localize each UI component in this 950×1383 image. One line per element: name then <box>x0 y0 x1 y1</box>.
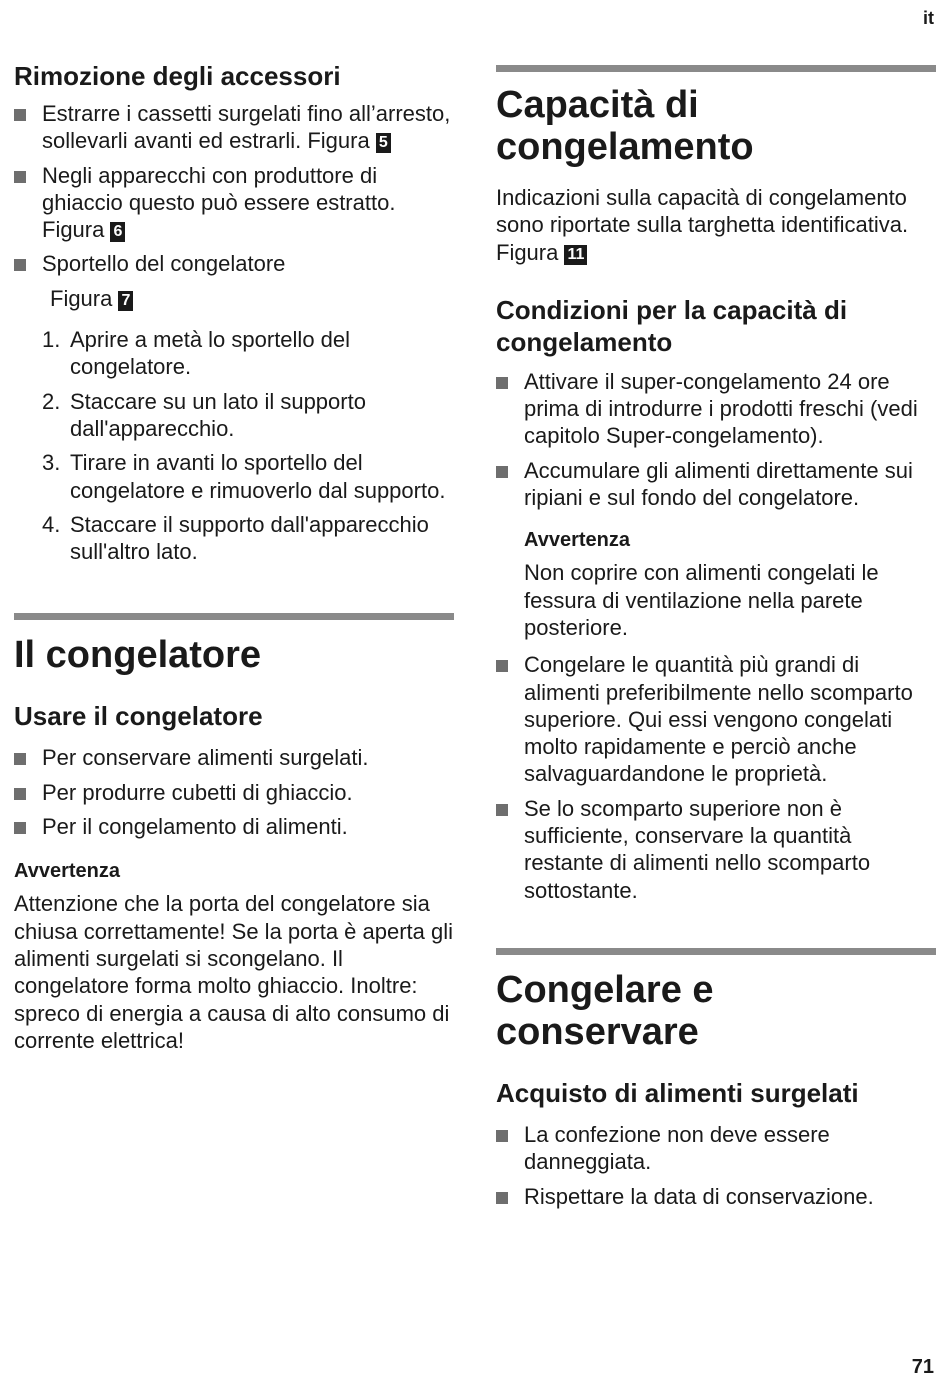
list-item <box>14 779 454 806</box>
removal-bullet-list <box>14 100 454 278</box>
bullet-text: Accumulare gli alimenti direttamente sui ripiani e sul fondo del congelatore. <box>524 457 913 511</box>
conditions-heading: Condizioni per la capacità di congelamento <box>496 294 848 357</box>
list-item <box>496 1183 936 1210</box>
list-item <box>496 457 936 512</box>
step-text: Staccare su un lato il supporto dall'apparecchio. <box>70 388 366 441</box>
step-item <box>14 388 454 443</box>
capacity-heading: Capacità di congelamento <box>496 84 754 168</box>
bullet-text: Estrarre i cassetti surgelati fino all’arresto, sollevarli avanti ed estrarli. Figura <box>42 101 451 154</box>
bullet-square-icon <box>496 377 508 389</box>
capacity-intro <box>496 184 936 266</box>
use-freezer-heading: Usare il congelatore <box>14 701 263 732</box>
right-column <box>496 0 936 1217</box>
bullet-square-icon <box>14 788 26 800</box>
capacity-more-bullets <box>496 651 936 904</box>
bullet-square-icon <box>14 171 26 183</box>
bullet-text: Rispettare la data di conservazione. <box>524 1183 874 1209</box>
list-item <box>496 368 936 450</box>
freezer-heading: Il congelatore <box>14 634 262 677</box>
bullet-square-icon <box>496 1130 508 1142</box>
list-item <box>14 100 454 155</box>
list-item <box>14 744 454 771</box>
step-number: 1. <box>42 327 61 353</box>
section-divider <box>496 65 936 72</box>
bullet-text: Per produrre cubetti di ghiaccio. <box>42 779 353 805</box>
figure-ref: 7 <box>118 291 133 311</box>
purchase-bullets <box>496 1121 936 1210</box>
list-item <box>496 795 936 904</box>
bullet-square-icon <box>496 466 508 478</box>
section-divider <box>496 948 936 955</box>
bullet-text: Negli apparecchi con produttore di ghiaccio questo può essere estratto. Figura <box>42 162 396 243</box>
list-item <box>14 250 454 277</box>
removal-steps <box>14 326 454 565</box>
note-heading: Avvertenza <box>14 860 120 883</box>
page-number: 71 <box>911 1356 934 1378</box>
step-item <box>14 511 454 566</box>
note-text: Attenzione che la porta del congelatore sia chiusa correttamente! Se la porta è aperta gli alimenti surgelati si scongelano. Il congelatore forma molto ghiaccio. Inoltre: spreco di energia a causa di alto consumo di corrente elettrica! <box>14 891 454 1053</box>
step-number: 4. <box>42 511 61 537</box>
storing-heading: Congelare e conservare <box>496 968 714 1053</box>
capacity-intro-text: Indicazioni sulla capacità di congelamento sono riportate sulla targhetta identificativa. Figura <box>496 185 909 265</box>
use-freezer-bullets <box>14 744 454 840</box>
figure-line-text: Figura <box>50 285 113 311</box>
section-divider <box>14 613 454 620</box>
step-text: Staccare il supporto dall'apparecchio sull'altro lato. <box>70 511 429 565</box>
step-text: Tirare in avanti lo sportello del congelatore e rimuoverlo dal supporto. <box>70 450 446 503</box>
conditions-bullets <box>496 368 936 511</box>
step-item <box>14 326 454 381</box>
bullet-square-icon <box>14 822 26 834</box>
left-column <box>14 0 454 1054</box>
language-label: it <box>923 8 934 28</box>
note-block <box>496 527 936 641</box>
bullet-text: Se lo scomparto superiore non è sufficiente, conservare la quantità restante di alimenti nello scomparto sottostante. <box>524 795 871 903</box>
bullet-text: Congelare le quantità più grandi di alimenti preferibilmente nello scomparto superiore. Qui essi vengono congelati molto rapidamente e perciò anche salvaguardandone le proprietà. <box>524 652 913 787</box>
note-heading: Avvertenza <box>524 529 630 552</box>
bullet-text: Per conservare alimenti surgelati. <box>42 745 369 771</box>
bullet-square-icon <box>496 1192 508 1204</box>
bullet-square-icon <box>14 753 26 765</box>
step-item <box>14 449 454 504</box>
bullet-text: Sportello del congelatore <box>42 251 286 277</box>
figure-line <box>14 285 454 312</box>
note-text: Non coprire con alimenti congelati le fessura di ventilazione nella parete posteriore. <box>524 560 879 640</box>
bullet-text: Attivare il super-congelamento 24 ore prima di introdurre i prodotti freschi (vedi capitolo Super-congelamento). <box>524 368 918 449</box>
bullet-square-icon <box>14 109 26 121</box>
step-number: 3. <box>42 450 61 476</box>
list-item <box>14 813 454 840</box>
bullet-square-icon <box>14 259 26 271</box>
figure-ref: 5 <box>376 133 391 153</box>
bullet-square-icon <box>496 660 508 672</box>
removal-heading: Rimozione degli accessori <box>14 61 341 91</box>
figure-ref: 11 <box>564 245 587 265</box>
bullet-text: Per il congelamento di alimenti. <box>42 814 348 840</box>
list-item <box>14 162 454 244</box>
list-item <box>496 651 936 787</box>
step-number: 2. <box>42 388 61 414</box>
purchase-heading: Acquisto di alimenti surgelati <box>496 1077 859 1108</box>
figure-ref: 6 <box>110 222 125 242</box>
bullet-text: La confezione non deve essere danneggiata. <box>524 1121 830 1175</box>
step-text: Aprire a metà lo sportello del congelatore. <box>70 327 351 380</box>
bullet-square-icon <box>496 804 508 816</box>
list-item <box>496 1121 936 1176</box>
